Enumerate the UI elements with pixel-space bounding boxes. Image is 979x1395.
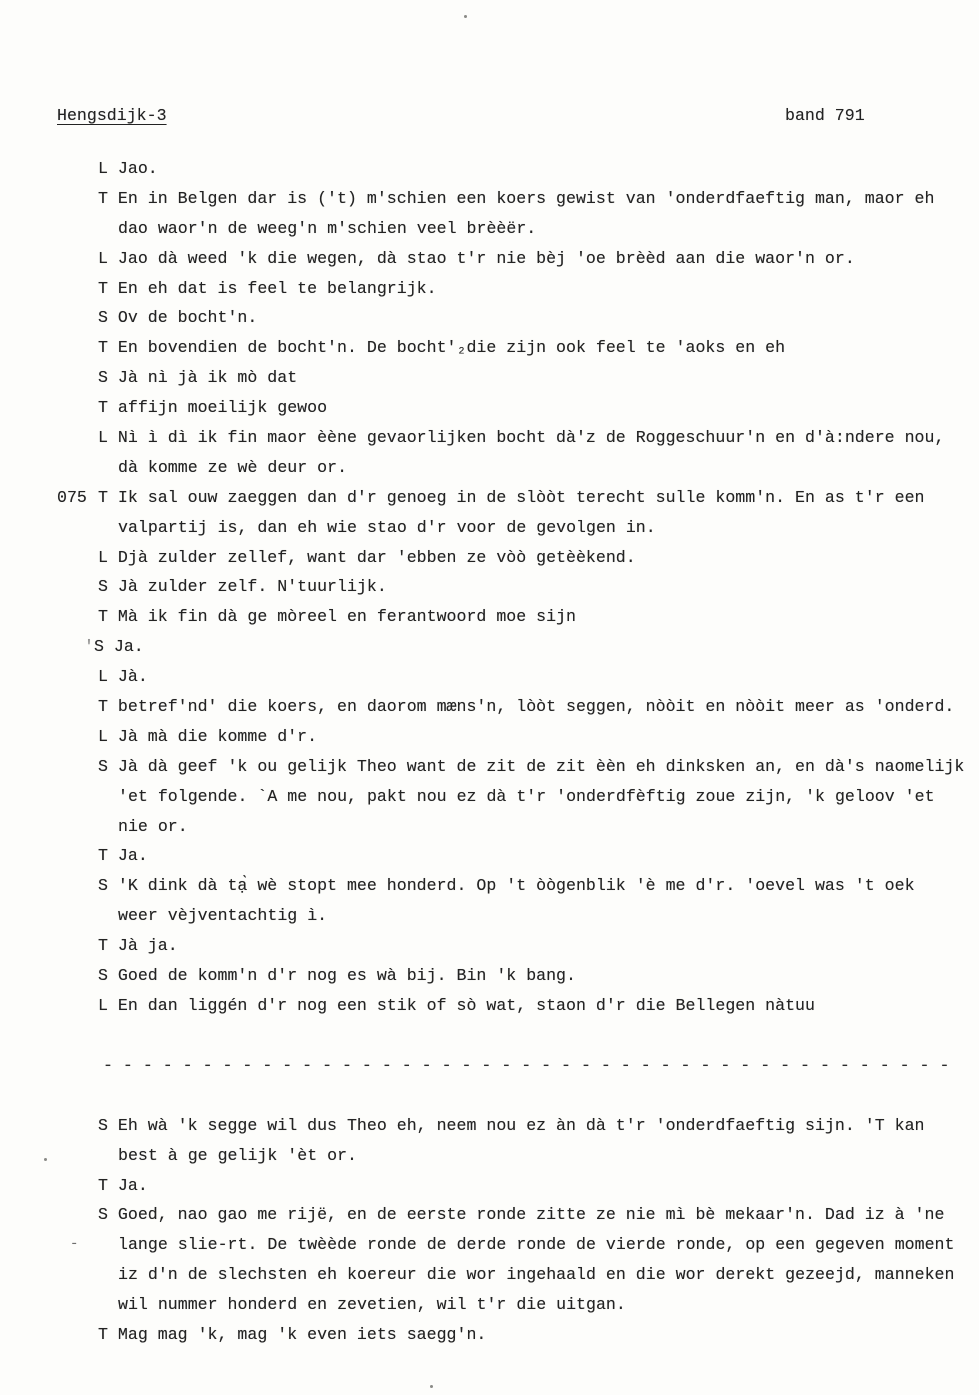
transcript-line: [0, 1141, 979, 1171]
line-text: best à ge gelijk 'èt or.: [118, 1145, 357, 1165]
transcript-line: [0, 483, 979, 513]
transcript-line: [0, 841, 979, 871]
transcript-line: [0, 184, 979, 214]
line-text: S Ov de bocht'n.: [98, 308, 258, 328]
line-text: - - - - - - - - - - - - - - - - - - - - - - - - - - - - - - - - - - - - - - - - - - -: [103, 1055, 950, 1075]
transcript-line: [0, 572, 979, 602]
line-text: T Mag mag 'k, mag 'k even iets saegg'n.: [98, 1324, 487, 1344]
line-text: S Goed de komm'n d'r nog es wà bij. Bin 'k bang.: [98, 966, 576, 986]
transcript-line: [0, 453, 979, 483]
margin-mark: -: [70, 1236, 79, 1253]
transcript-line: [0, 274, 979, 304]
faint-premark: ': [84, 637, 94, 657]
line-text: S Jà dà geef 'k ou gelijk Theo want de zit de zit èèn eh dinksken an, en dà's naomelijk: [98, 756, 965, 776]
line-text: S Eh wà 'k segge wil dus Theo eh, neem nou ez àn dà t'r 'onderdfaeftig sijn. 'T kan: [98, 1115, 925, 1135]
line-text: S Ja.: [93, 637, 144, 657]
transcript-lines: [0, 154, 979, 1350]
transcript-line: [0, 363, 979, 393]
transcript-line: [0, 1320, 979, 1350]
transcript-line: [0, 1200, 979, 1230]
transcript-line: [0, 303, 979, 333]
line-text: T En in Belgen dar is ('t) m'schien een koers gewist van 'onderdfaeftig man, maor eh: [98, 188, 935, 208]
transcript-line: [0, 602, 979, 632]
transcript-line: [0, 1230, 979, 1260]
margin-number: 075: [57, 487, 87, 507]
transcript-line: [0, 722, 979, 752]
line-text: L Jà.: [98, 667, 148, 687]
line-text: L Djà zulder zellef, want dar 'ebben ze vòò getèèkend.: [98, 547, 636, 567]
line-text: L Jao.: [98, 159, 158, 178]
transcript-line: [0, 393, 979, 423]
line-text: T Mà ik fin dà ge mòreel en ferantwoord moe sijn: [98, 607, 576, 627]
transcript-line: [0, 692, 979, 722]
transcript-line: [0, 871, 979, 901]
transcript-line: [0, 1290, 979, 1320]
transcript-line: [0, 513, 979, 543]
transcript-line: [0, 632, 979, 662]
transcript-line: [0, 1171, 979, 1201]
line-text: S Goed, nao gao me rijë, en de eerste ronde zitte ze nie mì bè mekaar'n. Dad iz à 'ne: [98, 1205, 945, 1225]
page-title: Hengsdijk-3: [57, 106, 167, 125]
scan-speck: [44, 1158, 47, 1161]
line-text: T Ja.: [98, 1175, 148, 1195]
line-text: wil nummer honderd en zevetien, wil t'r die uitgan.: [118, 1295, 626, 1315]
transcript-line: [0, 1260, 979, 1290]
divider-line: [0, 1051, 979, 1081]
transcript-line: [0, 662, 979, 692]
transcript-line: [0, 991, 979, 1021]
transcript-line: [0, 752, 979, 782]
line-text: L Jao dà weed 'k die wegen, dà stao t'r nie bèj 'oe brèèd aan die waor'n or.: [98, 248, 855, 268]
line-text: T affijn moeilijk gewoo: [98, 398, 328, 418]
line-text: 'et folgende. `A me nou, pakt nou ez dà t'r 'onderdfèftig zoue zijn, 'k geloov 'et: [118, 786, 935, 806]
line-text: weer vèjventachtig ì.: [118, 906, 328, 926]
transcript-line: [0, 782, 979, 812]
line-text: dà komme ze wè deur or.: [118, 457, 348, 477]
line-text: T En bovendien de bocht'n. De bocht'₂die zijn ook feel te 'aoks en eh: [98, 338, 786, 358]
line-text: T Jà ja.: [98, 936, 178, 956]
transcript-line: [0, 931, 979, 961]
line-text: lange slie-rt. De twèède ronde de derde ronde de vierde ronde, op een gegeven moment: [118, 1235, 955, 1255]
line-text: valpartij is, dan eh wie stao d'r voor de gevolgen in.: [118, 517, 656, 537]
line-text: T Ja.: [98, 846, 148, 866]
transcript-line: [0, 154, 979, 184]
line-text: S Jà nì jà ik mò dat: [98, 368, 298, 388]
line-text: L Nì ì dì ik fin maor èène gevaorlijken bocht dà'z de Roggeschuur'n en d'à:ndere nou,: [98, 428, 945, 448]
transcript-line: [0, 1111, 979, 1141]
scan-speck: [430, 1385, 433, 1388]
line-text: T betref'nd' die koers, en daorom mæns'n, lòòt seggen, nòòit en nòòit meer as 'onderd.: [98, 697, 955, 717]
band-number: band 791: [785, 106, 865, 125]
line-text: iz d'n de slechsten eh koereur die wor ingehaald en die wor derekt gezeejd, manneken: [118, 1265, 955, 1285]
transcript-line: [0, 901, 979, 931]
line-text: nie or.: [118, 816, 188, 836]
line-text: T En eh dat is feel te belangrijk.: [98, 278, 437, 298]
transcript-line: [0, 543, 979, 573]
transcript-line: [0, 333, 979, 363]
transcript-line: [0, 961, 979, 991]
transcript-line: [0, 812, 979, 842]
transcript-line: [0, 423, 979, 453]
line-text: L Jà mà die komme d'r.: [98, 726, 318, 746]
line-text: S 'K dink dà tạ̀ wè stopt mee honderd. Op 't òògenblik 'è me d'r. 'oevel was 't oek: [98, 876, 915, 896]
transcript-line: [0, 214, 979, 244]
transcript-line: [0, 244, 979, 274]
line-text: L En dan liggén d'r nog een stik of sò wat, staon d'r die Bellegen nàtuu: [98, 995, 815, 1015]
line-text: T Ik sal ouw zaeggen dan d'r genoeg in de slòòt terecht sulle komm'n. En as t'r een: [98, 487, 925, 507]
line-text: dao waor'n de weeg'n m'schien veel brèèër.: [118, 218, 537, 238]
line-text: S Jà zulder zelf. N'tuurlijk.: [98, 577, 387, 597]
scan-speck: [464, 15, 467, 18]
